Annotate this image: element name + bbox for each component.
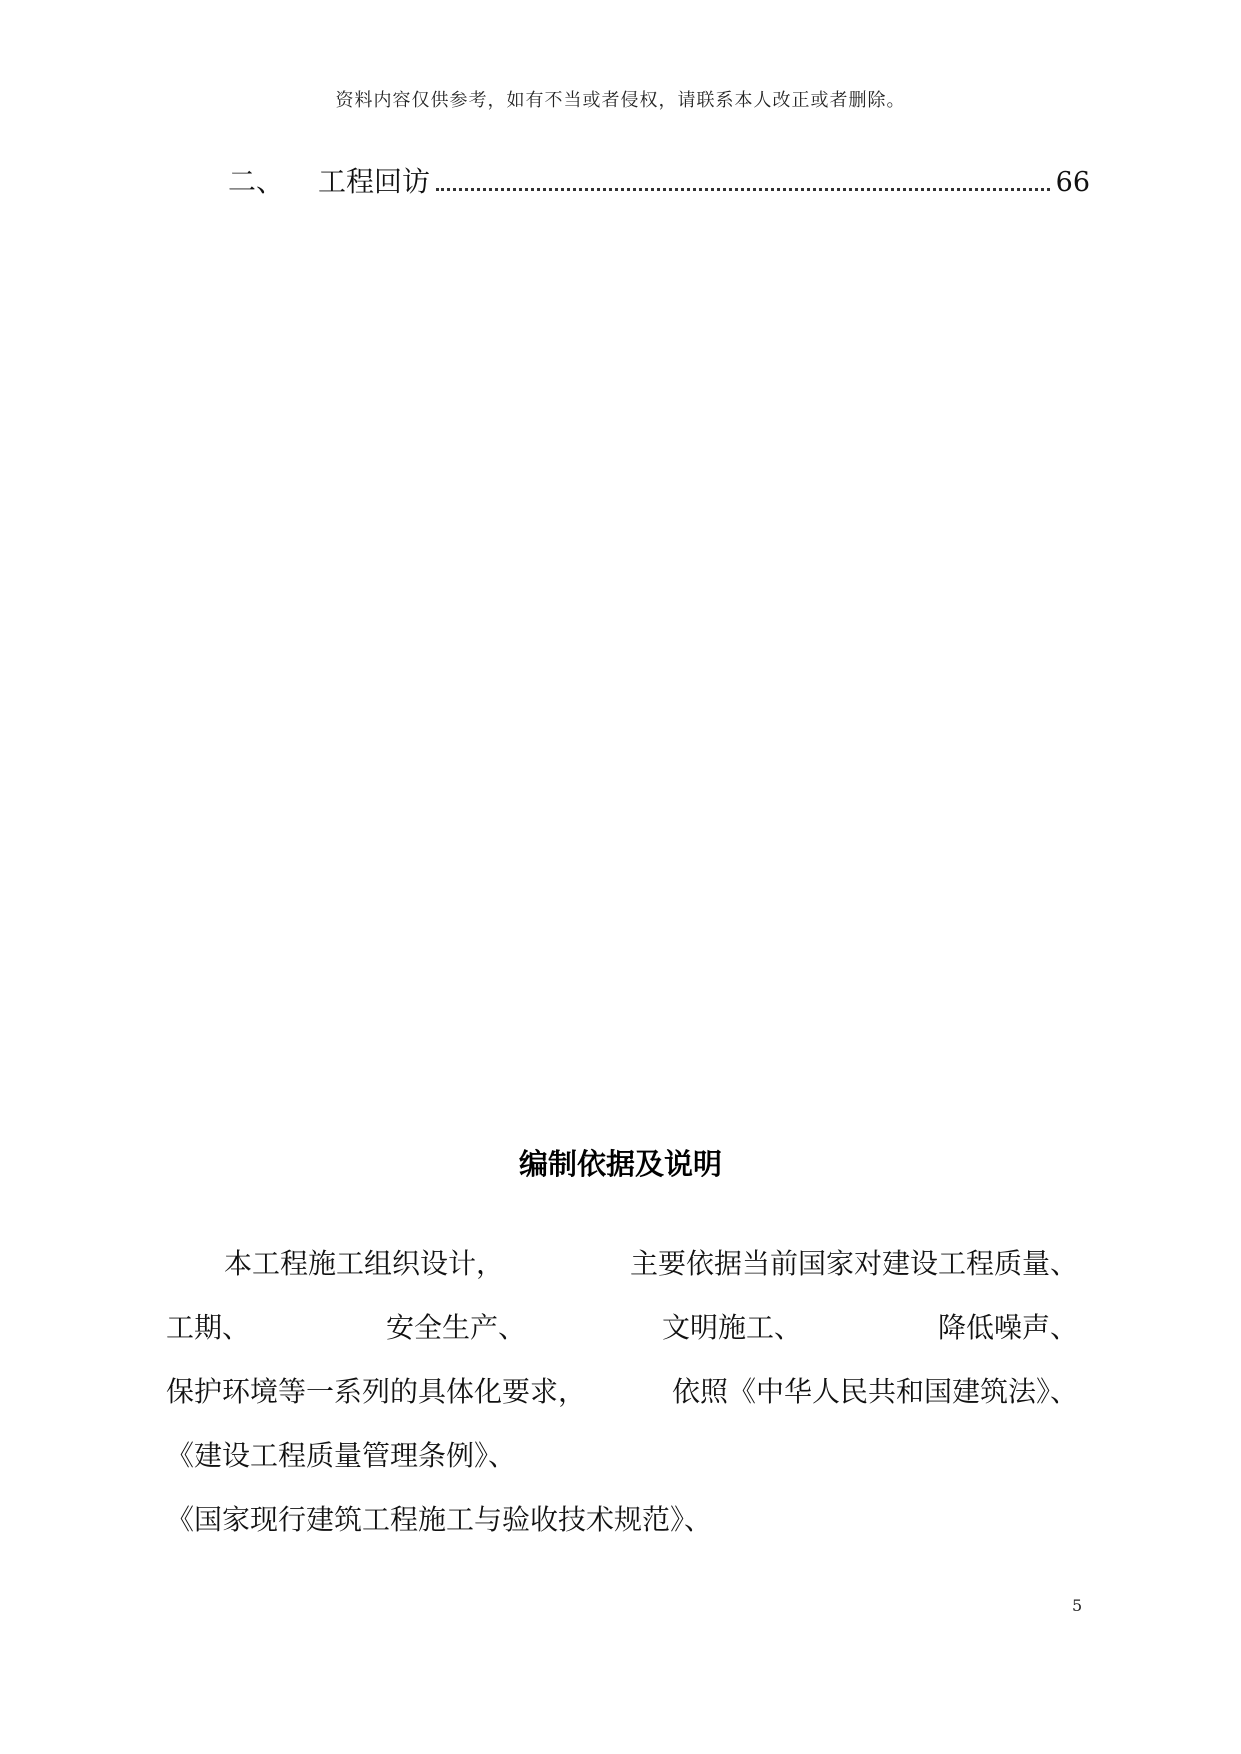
paragraph-line xyxy=(166,1434,1078,1474)
paragraph-segment: 安全生产、 xyxy=(385,1311,526,1344)
header-disclaimer: 资料内容仅供参考，如有不当或者侵权，请联系本人改正或者删除。 xyxy=(335,90,906,111)
toc-entry-number: 二、 xyxy=(228,165,285,198)
toc-dot-leader xyxy=(436,188,1050,191)
paragraph-segment: 本工程施工组织设计， xyxy=(224,1247,505,1280)
paragraph-segment: 《国家现行建筑工程施工与验收技术规范》、 xyxy=(166,1503,713,1536)
paragraph-segment: 《建设工程质量管理条例》、 xyxy=(166,1439,517,1472)
toc-entry[interactable] xyxy=(228,160,1090,200)
paragraph-segment: 主要依据当前国家对建设工程质量、 xyxy=(629,1247,1078,1280)
page-number: 5 xyxy=(1072,1596,1083,1615)
paragraph-segment: 依照《中华人民共和国建筑法》、 xyxy=(671,1375,1078,1408)
paragraph-line xyxy=(166,1242,1078,1282)
paragraph-segment: 文明施工、 xyxy=(661,1311,802,1344)
paragraph-segment: 工期、 xyxy=(166,1311,251,1344)
section-title: 编制依据及说明 xyxy=(518,1147,722,1181)
paragraph-line xyxy=(166,1498,1078,1538)
toc-entry-title: 工程回访 xyxy=(318,165,431,198)
paragraph-segment: 保护环境等一系列的具体化要求， xyxy=(166,1375,587,1408)
paragraph-segment: 降低噪声、 xyxy=(937,1311,1078,1344)
paragraph-line xyxy=(166,1306,1078,1346)
paragraph-line xyxy=(166,1370,1078,1410)
toc-entry-page: 66 xyxy=(1055,167,1090,198)
